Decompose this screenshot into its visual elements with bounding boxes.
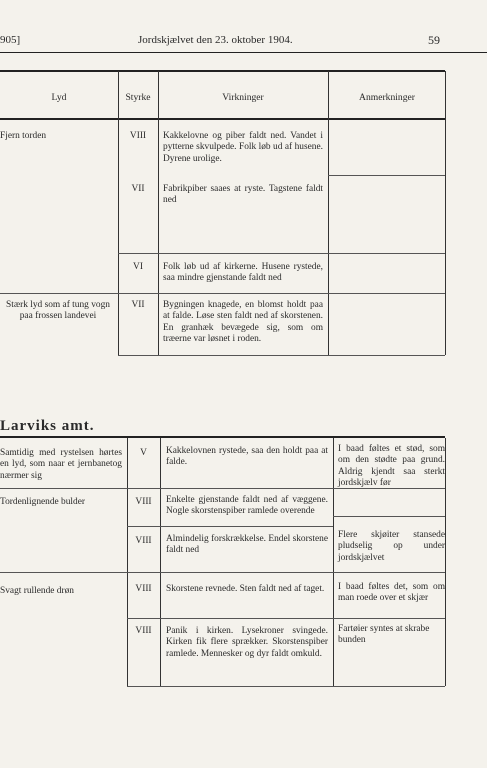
upper-row-1-styrke: VIII [129,131,147,141]
col-divider [333,438,334,686]
upper-row-1-virkninger: Kakkelovne og piber faldt ned. Vandet i pytterne skvulpede. Folk løb ud af husene. Dyrene urolige. [163,131,323,164]
upper-row-4-virkninger: Bygningen knagede, en blomst holdt paa at falde. Løse sten faldt ned af skorstenen. En granhæk bevægede sig, som om træerne var løsnet i roden. [163,300,323,345]
lower-row-2-styrke: VIII [135,497,152,507]
col-divider [127,438,128,686]
lower-row-1-anmerkninger: I baad føltes et stød, som om den stødte paa grund. Aldrig kjendt saa sterkt jordskjælv før [338,444,445,489]
lower-row-2-virkninger: Enkelte gjenstande faldt ned af væggene. Nogle skorstenspiber ramlede overende [166,495,328,517]
col-divider [445,438,446,686]
col-divider [445,71,446,355]
lower-row-3-styrke: VIII [135,536,152,546]
upper-row-2-styrke: VII [131,184,145,194]
running-header-left: 905] [0,34,21,46]
section-title: Larviks amt. [0,418,95,434]
upper-row-3-virkninger: Folk løb ud af kirkerne. Husene rystede, saa mindre gjenstande faldt ned [163,262,323,284]
lower-row-5-anmerkninger: Fartøier syntes at skrabe bunden [338,624,430,646]
header-rule [0,52,487,53]
lower-table-top-rule [0,436,445,438]
column-header-styrke: Styrke [125,92,151,103]
col-divider [158,71,159,355]
row-divider [118,355,445,356]
column-header-virkninger: Virkninger [222,92,264,103]
lower-row-3-virkninger: Almindelig forskrækkelse. Endel skorstene faldt ned [166,534,328,556]
row-divider [127,686,445,687]
lower-row-5-styrke: VIII [135,626,152,636]
lower-row-4-anmerkninger: I baad føltes det, som om man roede over et skjær [338,582,445,604]
lower-row-3-anmerkninger: Flere skjøiter stansede pludselig op under jordskjælvet [338,530,445,563]
upper-row-4-lyd: Stærk lyd som af tung vogn paa frossen landevei [6,300,110,322]
row-divider [333,516,445,517]
upper-row-2-virkninger: Fabrikpiber saaes at ryste. Tagstene faldt ned [163,184,323,206]
upper-row-4-styrke: VII [131,300,145,310]
lower-row-5-virkninger: Panik i kirken. Lysekroner svingede. Kirken fik flere sprækker. Skorstenspiber ramlede. Mennesker og dyr faldt omkuld. [166,626,328,659]
row-divider [118,253,445,254]
header-bottom-rule [0,118,445,120]
lower-row-1-lyd: Samtidig med rystelsen hørtes en lyd, som naar et jernbanetog nærmer sig [0,448,122,481]
lower-row-2-lyd: Tordenlignende bulder [0,497,85,507]
upper-row-3-styrke: VI [133,262,143,272]
row-divider [0,293,445,294]
col-divider [160,438,161,686]
column-header-lyd: Lyd [51,92,67,103]
lower-row-1-styrke: V [140,448,147,458]
lower-row-4-virkninger: Skorstene revnede. Sten faldt ned af taget. [166,584,325,594]
row-divider [328,175,445,176]
row-divider [0,572,445,573]
lower-row-4-lyd: Svagt rullende drøn [0,586,74,596]
lower-row-4-styrke: VIII [135,584,152,594]
page-number: 59 [428,33,440,47]
table-top-rule [0,70,445,72]
upper-row-1-lyd: Fjern torden [0,131,47,141]
column-header-anmerkninger: Anmerkninger [359,92,415,103]
row-divider [127,526,333,527]
lower-row-1-virkninger: Kakkelovnen rystede, saa den holdt paa at falde. [166,446,328,468]
row-divider [127,618,445,619]
running-header-title: Jordskjælvet den 23. oktober 1904. [138,34,293,46]
col-divider [328,71,329,355]
col-divider [118,71,119,355]
